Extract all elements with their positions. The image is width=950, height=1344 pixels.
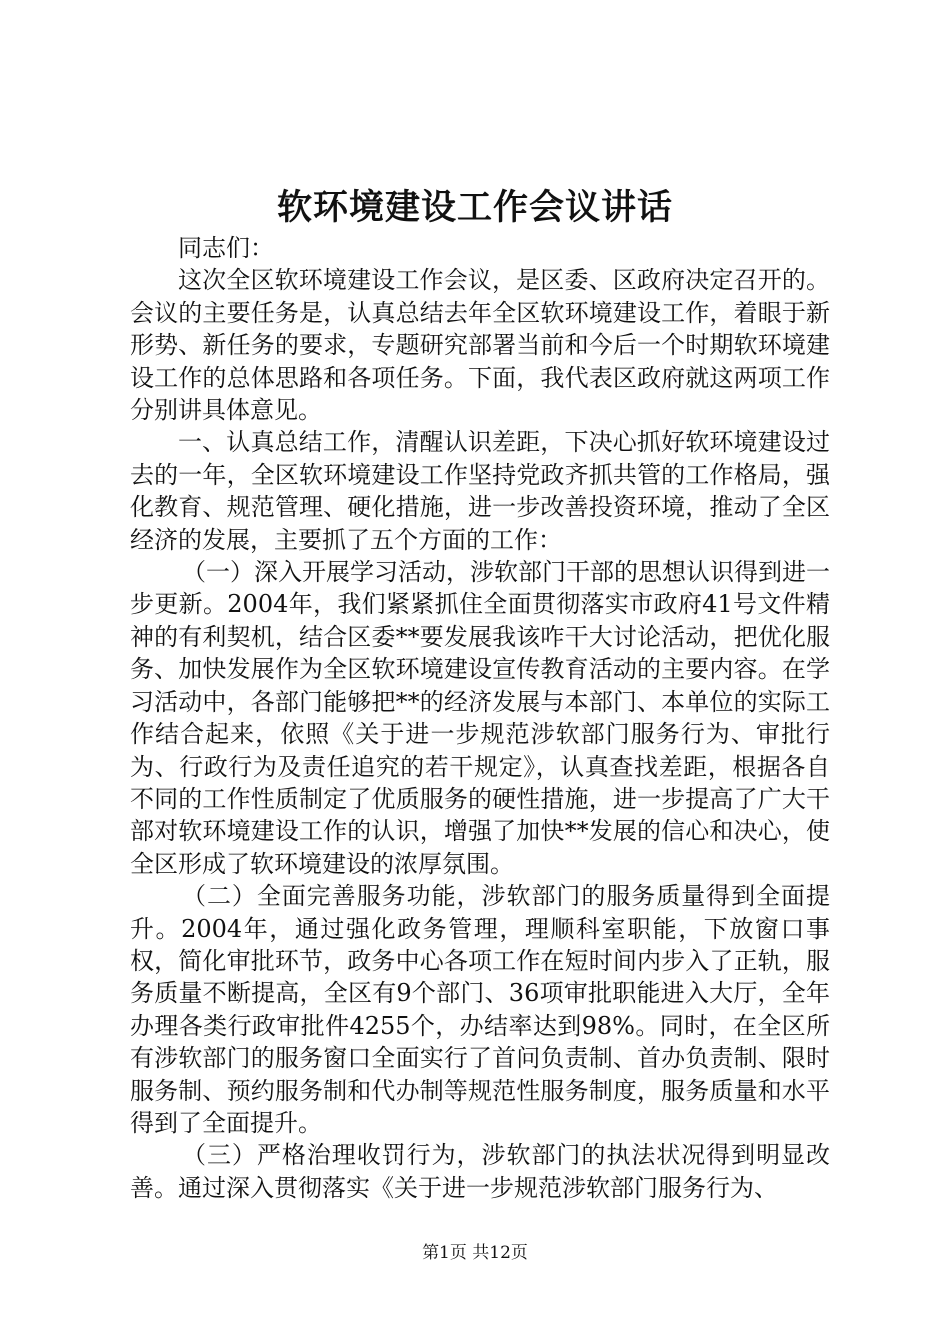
page-number-footer: 第1页 共12页 (422, 1243, 528, 1263)
document-title: 软环境建设工作会议讲话 (276, 187, 673, 228)
paragraph-section-one: 一、认真总结工作，清醒认识差距，下决心抓好软环境建设过去的一年，全区软环境建设工作坚持党政齐抓共管的工作格局，强化教育、规范管理、硬化措施，进一步改善投资环境，推动了全区经济的发展，主要抓了五个方面的工作： (130, 428, 830, 554)
salutation: 同志们： (178, 234, 274, 262)
document-body (130, 232, 830, 1204)
paragraph-item-one: （一）深入开展学习活动，涉软部门干部的思想认识得到进一步更新。2004年，我们紧紧抓住全面贯彻落实市政府41号文件精神的有利契机，结合区委**要发展我该咋干大讨论活动，把优化服务、加快发展作为全区软环境建设宣传教育活动的主要内容。在学习活动中，各部门能够把**的经济发展与本部门、本单位的实际工作结合起来，依照《关于进一步规范涉软部门服务行为、审批行为、行政行为及责任追究的若干规定》，认真查找差距，根据各自不同的工作性质制定了优质服务的硬性措施，进一步提高了广大干部对软环境建设工作的认识，增强了加快**发展的信心和决心，使全区形成了软环境建设的浓厚氛围。 (130, 558, 830, 878)
paragraph-item-two: （二）全面完善服务功能，涉软部门的服务质量得到全面提升。2004年，通过强化政务管理，理顺科室职能，下放窗口事权，简化审批环节，政务中心各项工作在短时间内步入了正轨，服务质量不断提高，全区有9个部门、36项审批职能进入大厅，全年办理各类行政审批件4255个，办结率达到98%。同时，在全区所有涉软部门的服务窗口全面实行了首问负责制、首办负责制、限时服务制、预约服务制和代办制等规范性服务制度，服务质量和水平得到了全面提升。 (130, 882, 830, 1137)
paragraph-intro: 这次全区软环境建设工作会议，是区委、区政府决定召开的。会议的主要任务是，认真总结去年全区软环境建设工作，着眼于新形势、新任务的要求，专题研究部署当前和今后一个时期软环境建设工作的总体思路和各项任务。下面，我代表区政府就这两项工作分别讲具体意见。 (130, 266, 830, 425)
paragraph-item-three: （三）严格治理收罚行为，涉软部门的执法状况得到明显改善。通过深入贯彻落实《关于进一步规范涉软部门服务行为、 (130, 1141, 830, 1202)
